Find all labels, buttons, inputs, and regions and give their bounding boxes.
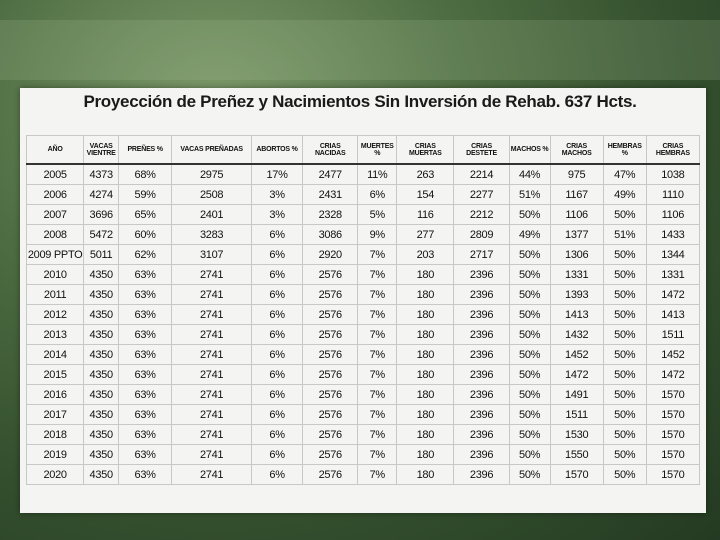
table-cell: 6%: [251, 265, 302, 285]
table-cell: 1110: [646, 185, 699, 205]
table-cell: 180: [397, 465, 454, 485]
table-cell: 7%: [358, 305, 397, 325]
table-cell: 6%: [251, 225, 302, 245]
column-header: HEMBRAS %: [603, 136, 646, 165]
table-cell: 50%: [603, 405, 646, 425]
table-cell: 2508: [172, 185, 252, 205]
table-cell: 50%: [509, 325, 550, 345]
table-cell: 50%: [509, 305, 550, 325]
table-header-row: [27, 136, 700, 165]
table-cell: 7%: [358, 405, 397, 425]
table-cell: 4350: [84, 345, 119, 365]
table-cell: 1570: [646, 405, 699, 425]
table-cell: 2576: [303, 385, 358, 405]
table-cell: 2975: [172, 164, 252, 185]
table-cell: 2016: [27, 385, 84, 405]
table-cell: 1377: [550, 225, 603, 245]
table-cell: 3%: [251, 205, 302, 225]
table-row: [27, 285, 700, 305]
table-row: [27, 325, 700, 345]
column-header: CRIAS MUERTAS: [397, 136, 454, 165]
table-cell: 2576: [303, 265, 358, 285]
table-cell: 2396: [454, 345, 509, 365]
table-cell: 6%: [251, 305, 302, 325]
table-cell: 1306: [550, 245, 603, 265]
table-cell: 180: [397, 445, 454, 465]
table-cell: 1331: [550, 265, 603, 285]
table-cell: 1452: [646, 345, 699, 365]
table-cell: 2431: [303, 185, 358, 205]
table-cell: 2018: [27, 425, 84, 445]
table-cell: 2017: [27, 405, 84, 425]
table-cell: 51%: [603, 225, 646, 245]
table-cell: 1106: [646, 205, 699, 225]
table-cell: 4350: [84, 365, 119, 385]
table-cell: 154: [397, 185, 454, 205]
table-row: [27, 265, 700, 285]
table-cell: 50%: [509, 245, 550, 265]
slide-title: Proyección de Preñez y Nacimientos Sin Inversión de Rehab. 637 Hcts.: [83, 92, 637, 111]
column-header: CRIAS NACIDAS: [303, 136, 358, 165]
table-row: [27, 465, 700, 485]
table-cell: 50%: [603, 305, 646, 325]
table-cell: 975: [550, 164, 603, 185]
table-cell: 180: [397, 285, 454, 305]
table-cell: 7%: [358, 325, 397, 345]
table-cell: 44%: [509, 164, 550, 185]
table-cell: 50%: [509, 285, 550, 305]
table-cell: 63%: [119, 325, 172, 345]
table-cell: 50%: [509, 365, 550, 385]
table-cell: 63%: [119, 365, 172, 385]
table-cell: 2328: [303, 205, 358, 225]
table-cell: 2396: [454, 305, 509, 325]
table-row: [27, 365, 700, 385]
table-cell: 2013: [27, 325, 84, 345]
table-cell: 50%: [603, 385, 646, 405]
projection-table: [26, 135, 700, 485]
table-cell: 1570: [550, 465, 603, 485]
table-cell: 180: [397, 325, 454, 345]
table-cell: 50%: [509, 465, 550, 485]
table-cell: 180: [397, 345, 454, 365]
table-cell: 2741: [172, 465, 252, 485]
table-cell: 2396: [454, 405, 509, 425]
table-cell: 2277: [454, 185, 509, 205]
table-cell: 4350: [84, 285, 119, 305]
table-cell: 2576: [303, 345, 358, 365]
table-cell: 63%: [119, 425, 172, 445]
column-header: CRIAS HEMBRAS: [646, 136, 699, 165]
table-cell: 68%: [119, 164, 172, 185]
table-cell: 2741: [172, 405, 252, 425]
table-cell: 2741: [172, 265, 252, 285]
table-cell: 1570: [646, 425, 699, 445]
table-cell: 2809: [454, 225, 509, 245]
table-cell: 180: [397, 305, 454, 325]
table-cell: 2576: [303, 305, 358, 325]
table-cell: 6%: [251, 405, 302, 425]
table-cell: 2008: [27, 225, 84, 245]
table-cell: 180: [397, 265, 454, 285]
table-row: [27, 245, 700, 265]
table-cell: 2014: [27, 345, 84, 365]
table-cell: 2920: [303, 245, 358, 265]
table-cell: 6%: [251, 245, 302, 265]
table-cell: 50%: [509, 265, 550, 285]
table-cell: 7%: [358, 345, 397, 365]
table-cell: 4350: [84, 425, 119, 445]
table-cell: 2396: [454, 265, 509, 285]
table-cell: 7%: [358, 285, 397, 305]
table-cell: 6%: [251, 285, 302, 305]
table-cell: 3086: [303, 225, 358, 245]
table-row: [27, 164, 700, 185]
table-cell: 1472: [550, 365, 603, 385]
table-cell: 1167: [550, 185, 603, 205]
table-cell: 51%: [509, 185, 550, 205]
table-cell: 2212: [454, 205, 509, 225]
table-cell: 2012: [27, 305, 84, 325]
table-cell: 2007: [27, 205, 84, 225]
table-cell: 50%: [509, 425, 550, 445]
table-cell: 47%: [603, 164, 646, 185]
table-cell: 63%: [119, 285, 172, 305]
column-header: ABORTOS %: [251, 136, 302, 165]
table-cell: 2576: [303, 425, 358, 445]
table-row: [27, 345, 700, 365]
table-cell: 3%: [251, 185, 302, 205]
background-pasture: [0, 20, 720, 80]
table-cell: 63%: [119, 305, 172, 325]
table-cell: 2214: [454, 164, 509, 185]
table-cell: 50%: [603, 205, 646, 225]
column-header: CRIAS MACHOS: [550, 136, 603, 165]
table-cell: 4350: [84, 385, 119, 405]
table-cell: 2396: [454, 325, 509, 345]
table-cell: 2576: [303, 405, 358, 425]
table-cell: 1570: [646, 445, 699, 465]
table-cell: 263: [397, 164, 454, 185]
table-cell: 2396: [454, 465, 509, 485]
table-cell: 6%: [358, 185, 397, 205]
table-cell: 50%: [509, 205, 550, 225]
table-cell: 4350: [84, 465, 119, 485]
table-cell: 50%: [603, 445, 646, 465]
table-cell: 50%: [603, 465, 646, 485]
table-cell: 2741: [172, 365, 252, 385]
table-cell: 2576: [303, 465, 358, 485]
table-cell: 2717: [454, 245, 509, 265]
table-cell: 1038: [646, 164, 699, 185]
column-header: CRIAS DESTETE: [454, 136, 509, 165]
table-body: [27, 164, 700, 485]
table-cell: 63%: [119, 405, 172, 425]
table-row: [27, 225, 700, 245]
table-cell: 1413: [646, 305, 699, 325]
table-cell: 6%: [251, 325, 302, 345]
table-cell: 6%: [251, 365, 302, 385]
table-cell: 6%: [251, 385, 302, 405]
table-cell: 6%: [251, 345, 302, 365]
table-cell: 4350: [84, 305, 119, 325]
table-cell: 5472: [84, 225, 119, 245]
table-cell: 277: [397, 225, 454, 245]
table-cell: 65%: [119, 205, 172, 225]
table-cell: 2401: [172, 205, 252, 225]
table-cell: 116: [397, 205, 454, 225]
column-header: MACHOS %: [509, 136, 550, 165]
table-cell: 4373: [84, 164, 119, 185]
table-cell: 49%: [603, 185, 646, 205]
table-cell: 2576: [303, 285, 358, 305]
table-cell: 2741: [172, 325, 252, 345]
table-cell: 7%: [358, 385, 397, 405]
table-cell: 1413: [550, 305, 603, 325]
table-cell: 2015: [27, 365, 84, 385]
table-cell: 59%: [119, 185, 172, 205]
table-cell: 7%: [358, 265, 397, 285]
table-cell: 17%: [251, 164, 302, 185]
table-cell: 180: [397, 405, 454, 425]
table-cell: 50%: [603, 245, 646, 265]
table-cell: 60%: [119, 225, 172, 245]
table-cell: 5011: [84, 245, 119, 265]
table-cell: 5%: [358, 205, 397, 225]
table-cell: 50%: [509, 385, 550, 405]
table-cell: 1433: [646, 225, 699, 245]
table-cell: 63%: [119, 345, 172, 365]
table-cell: 7%: [358, 425, 397, 445]
column-header: AÑO: [27, 136, 84, 165]
table-cell: 50%: [509, 345, 550, 365]
table-cell: 50%: [509, 405, 550, 425]
column-header: MUERTES %: [358, 136, 397, 165]
table-cell: 2576: [303, 365, 358, 385]
table-cell: 49%: [509, 225, 550, 245]
table-row: [27, 405, 700, 425]
table-row: [27, 185, 700, 205]
table-cell: 2006: [27, 185, 84, 205]
table-cell: 1106: [550, 205, 603, 225]
table-cell: 4350: [84, 445, 119, 465]
table-cell: 180: [397, 365, 454, 385]
table-cell: 4350: [84, 325, 119, 345]
table-cell: 7%: [358, 365, 397, 385]
table-cell: 2741: [172, 345, 252, 365]
table-cell: 1331: [646, 265, 699, 285]
table-cell: 2576: [303, 445, 358, 465]
table-cell: 2741: [172, 305, 252, 325]
table-cell: 1491: [550, 385, 603, 405]
table-cell: 4350: [84, 405, 119, 425]
table-cell: 2396: [454, 445, 509, 465]
table-cell: 63%: [119, 465, 172, 485]
table-cell: 1393: [550, 285, 603, 305]
table-cell: 2741: [172, 385, 252, 405]
table-cell: 63%: [119, 385, 172, 405]
table-cell: 1530: [550, 425, 603, 445]
table-cell: 2741: [172, 285, 252, 305]
table-row: [27, 425, 700, 445]
table-cell: 2477: [303, 164, 358, 185]
table-cell: 2396: [454, 425, 509, 445]
table-cell: 1570: [646, 385, 699, 405]
table-cell: 4350: [84, 265, 119, 285]
table-cell: 180: [397, 425, 454, 445]
table-cell: 2020: [27, 465, 84, 485]
table-cell: 9%: [358, 225, 397, 245]
table-cell: 2010: [27, 265, 84, 285]
table-cell: 1550: [550, 445, 603, 465]
table-cell: 1344: [646, 245, 699, 265]
table-cell: 2005: [27, 164, 84, 185]
column-header: VACAS VIENTRE: [84, 136, 119, 165]
table-cell: 2741: [172, 445, 252, 465]
table-cell: 50%: [603, 345, 646, 365]
table-cell: 63%: [119, 265, 172, 285]
table-cell: 50%: [509, 445, 550, 465]
table-cell: 7%: [358, 245, 397, 265]
table-cell: 3696: [84, 205, 119, 225]
table-cell: 1511: [646, 325, 699, 345]
table-cell: 1452: [550, 345, 603, 365]
table-row: [27, 205, 700, 225]
table-cell: 7%: [358, 465, 397, 485]
column-header: PREÑES %: [119, 136, 172, 165]
table-cell: 2019: [27, 445, 84, 465]
table-cell: 203: [397, 245, 454, 265]
table-row: [27, 385, 700, 405]
table-cell: 6%: [251, 425, 302, 445]
table-cell: 50%: [603, 265, 646, 285]
table-cell: 2011: [27, 285, 84, 305]
table-row: [27, 305, 700, 325]
table-cell: 180: [397, 385, 454, 405]
table-cell: 7%: [358, 445, 397, 465]
column-header: VACAS PREÑADAS: [172, 136, 252, 165]
table-cell: 3283: [172, 225, 252, 245]
table-cell: 6%: [251, 445, 302, 465]
table-cell: 62%: [119, 245, 172, 265]
table-cell: 11%: [358, 164, 397, 185]
table-cell: 1511: [550, 405, 603, 425]
table-cell: 4274: [84, 185, 119, 205]
table-cell: 50%: [603, 425, 646, 445]
table-cell: 1472: [646, 285, 699, 305]
table-cell: 1472: [646, 365, 699, 385]
table-cell: 3107: [172, 245, 252, 265]
table-cell: 1432: [550, 325, 603, 345]
table-cell: 1570: [646, 465, 699, 485]
table-cell: 2396: [454, 385, 509, 405]
table-row: [27, 445, 700, 465]
table-cell: 63%: [119, 445, 172, 465]
table-cell: 50%: [603, 325, 646, 345]
table-cell: 6%: [251, 465, 302, 485]
table-cell: 2396: [454, 285, 509, 305]
table-cell: 2576: [303, 325, 358, 345]
table-cell: 50%: [603, 285, 646, 305]
table-cell: 50%: [603, 365, 646, 385]
table-cell: 2741: [172, 425, 252, 445]
table-cell: 2396: [454, 365, 509, 385]
table-cell: 2009 PPTO: [27, 245, 84, 265]
